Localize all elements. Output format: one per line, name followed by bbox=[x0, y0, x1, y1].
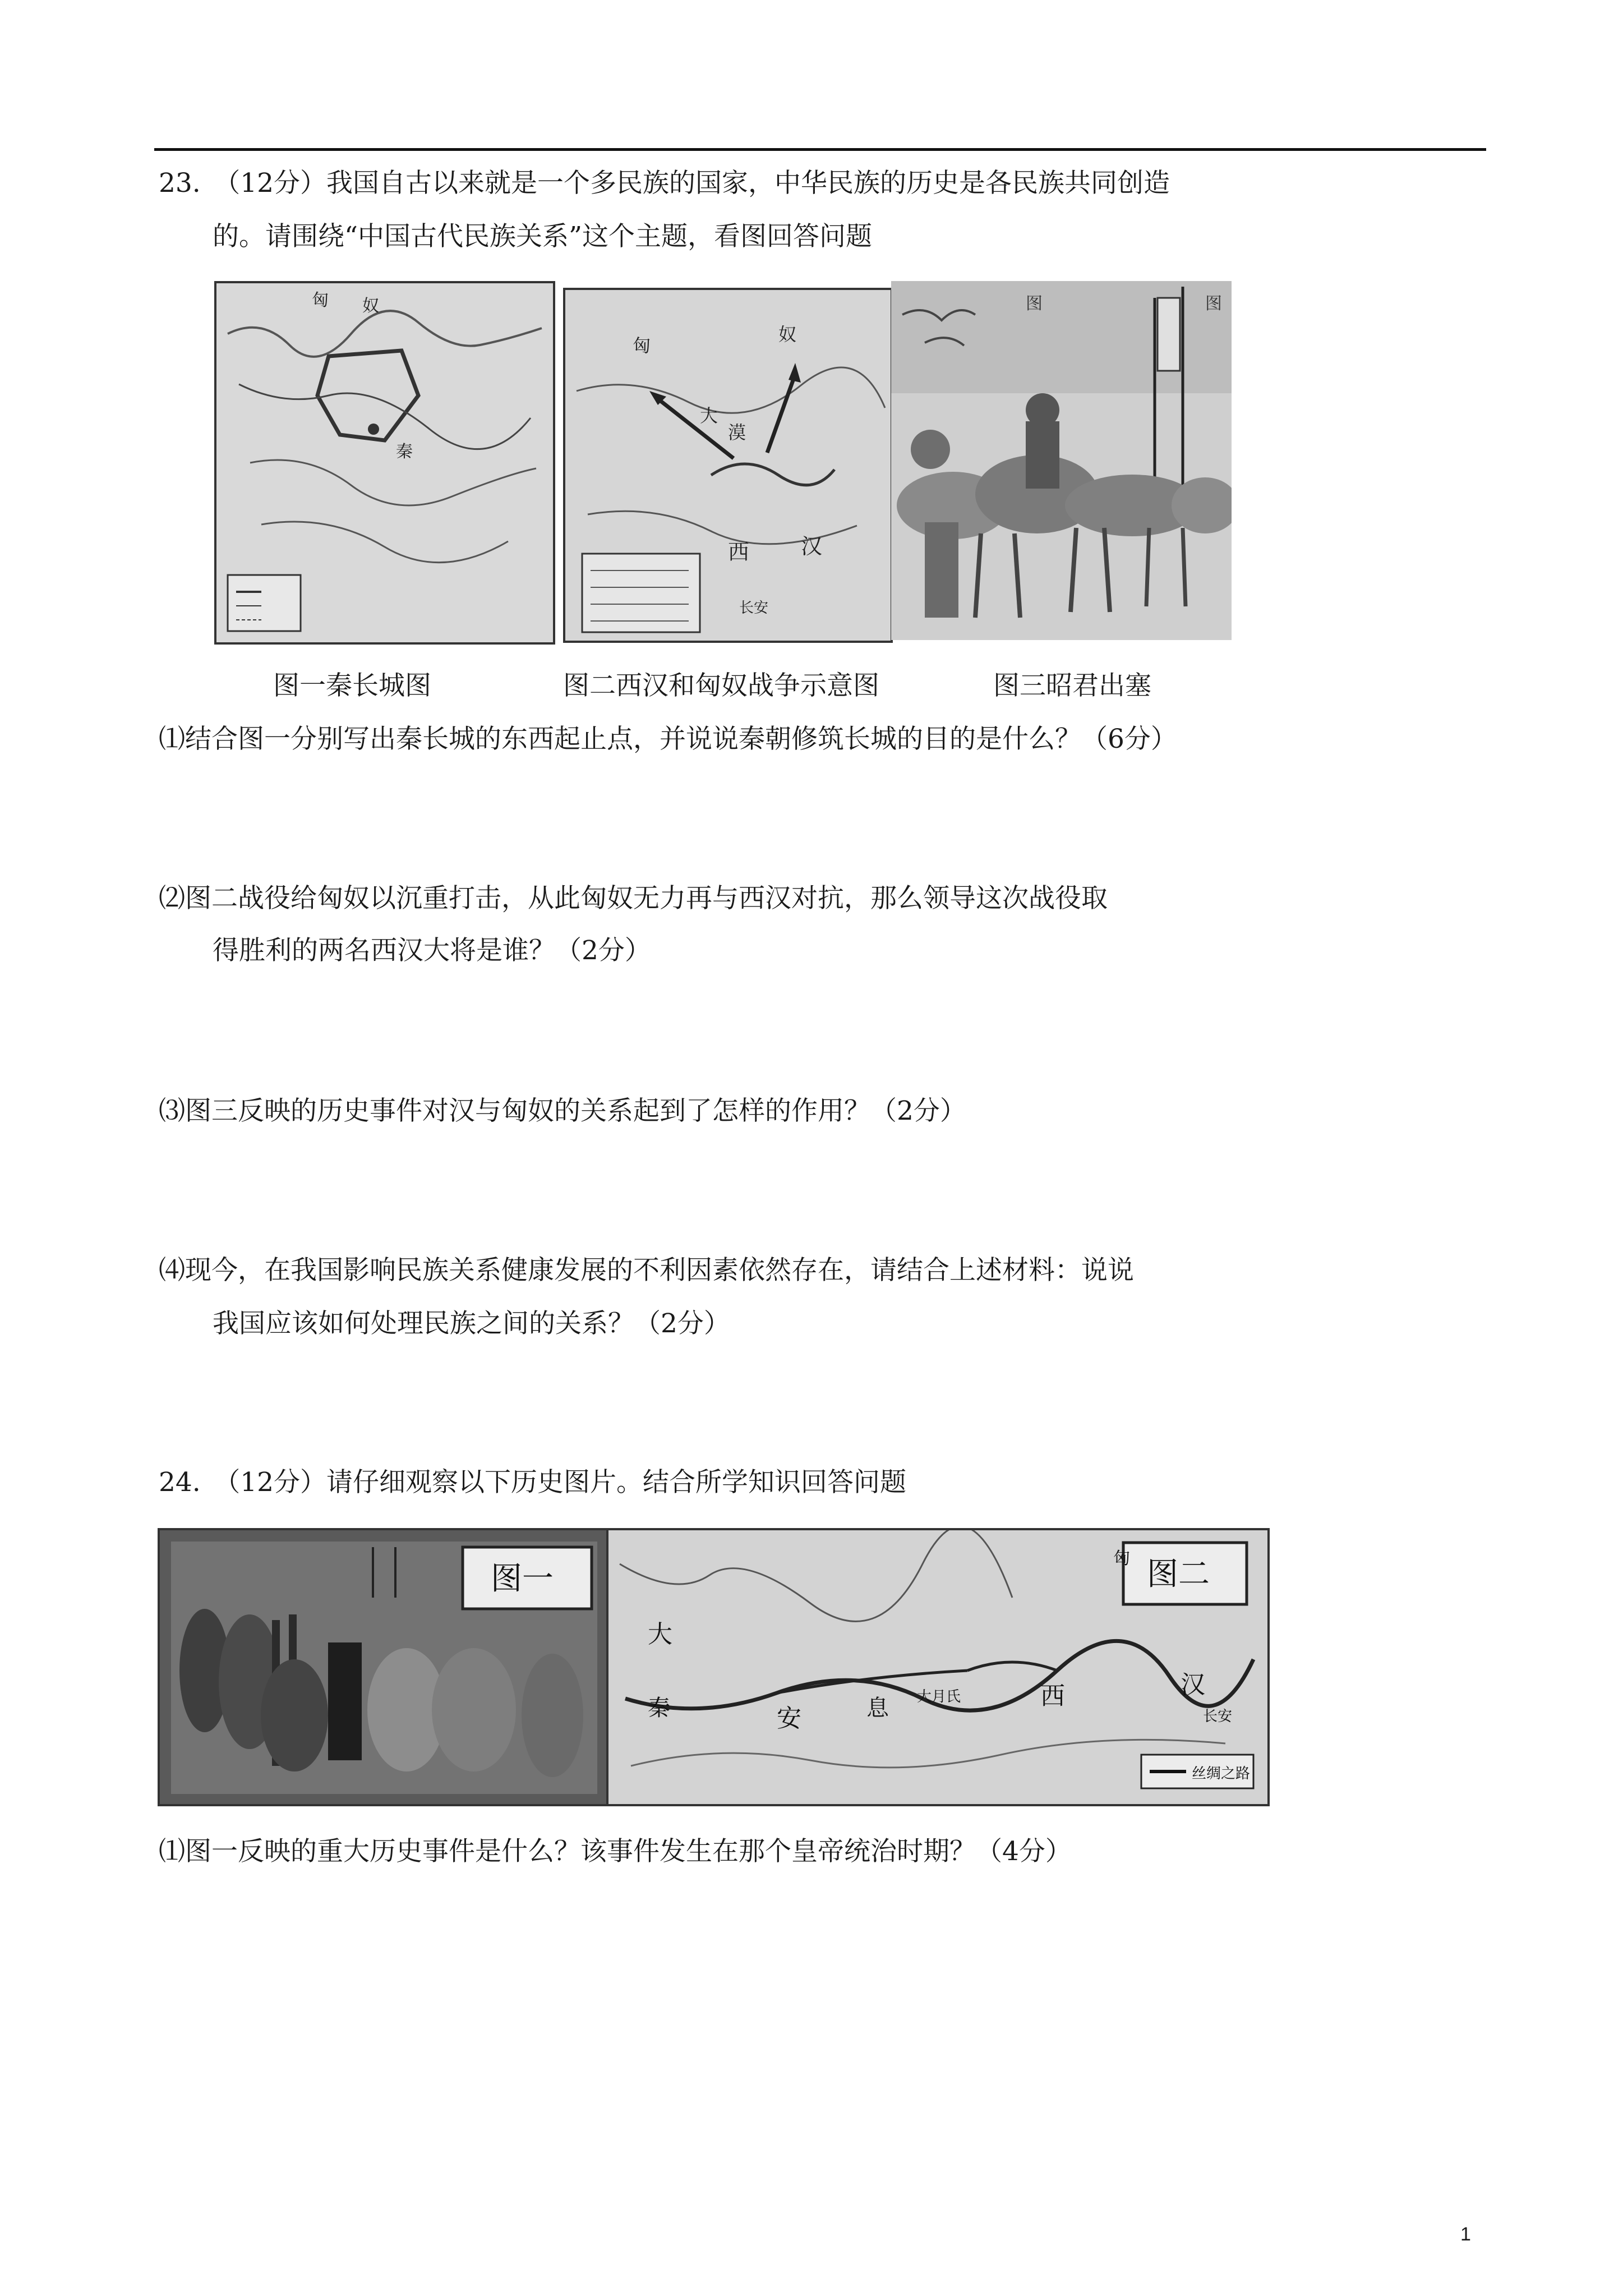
fig2-legend: 丝绸之路 bbox=[1192, 1765, 1251, 1782]
figure-q24-fig2-silk-road-map bbox=[606, 1528, 1270, 1806]
header-rule bbox=[154, 148, 1486, 151]
page-number: 1 bbox=[1460, 2224, 1471, 2245]
map2-label: 匈 bbox=[633, 335, 651, 356]
q23-sub2-line2: 得胜利的两名西汉大将是谁？（2分） bbox=[213, 935, 651, 966]
pic3-text: 图 bbox=[1205, 294, 1222, 314]
fig2-label: 长安 bbox=[1203, 1708, 1233, 1725]
map1-label: 秦 bbox=[396, 442, 413, 462]
q24-sub1: ⑴图一反映的重大历史事件是什么？该事件发生在那个皇帝统治时期？（4分） bbox=[159, 1836, 1072, 1867]
q23-sub4-line1: ⑷现今，在我国影响民族关系健康发展的不利因素依然存在，请结合上述材料：说说 bbox=[159, 1255, 1134, 1286]
map1-label: 匈 bbox=[312, 291, 329, 310]
q23-sub3: ⑶图三反映的历史事件对汉与匈奴的关系起到了怎样的作用？（2分） bbox=[159, 1096, 966, 1126]
map2-label: 长安 bbox=[739, 600, 769, 616]
q23-sub2-line1: ⑵图二战役给匈奴以沉重打击，从此匈奴无力再与西汉对抗，那么领导这次战役取 bbox=[159, 883, 1108, 914]
map2-label: 西 bbox=[728, 540, 750, 564]
map2-label: 漠 bbox=[728, 422, 746, 443]
pic3-text: 图 bbox=[1026, 294, 1043, 314]
fig1-tag: 图一 bbox=[491, 1561, 554, 1597]
fig2-label: 息 bbox=[866, 1695, 889, 1721]
q23-header-cont: 的。请围绕“中国古代民族关系”这个主题，看图回答问题 bbox=[213, 221, 873, 252]
q23-sub1: ⑴结合图一分别写出秦长城的东西起止点，并说说秦朝修筑长城的目的是什么？（6分） bbox=[159, 724, 1177, 754]
q24-header: 24. （12分）请仔细观察以下历史图片。结合所学知识回答问题 bbox=[159, 1467, 907, 1498]
figure-q24-fig1-mural bbox=[158, 1528, 611, 1806]
figure-zhaojun-chusai bbox=[891, 281, 1232, 640]
fig2-label: 安 bbox=[777, 1704, 801, 1733]
caption-fig3: 图三昭君出塞 bbox=[993, 670, 1151, 701]
q23-header: 23. （12分）我国自古以来就是一个多民族的国家，中华民族的历史是各民族共同创造 bbox=[159, 168, 1170, 199]
fig2-label: 大月氏 bbox=[917, 1688, 961, 1705]
fig2-label: 匈 bbox=[1113, 1549, 1130, 1568]
fig2-label: 汉 bbox=[1181, 1671, 1205, 1699]
fig2-label: 秦 bbox=[648, 1695, 670, 1721]
fig2-tag: 图二 bbox=[1147, 1556, 1210, 1593]
map2-label: 奴 bbox=[778, 324, 797, 345]
caption-fig1: 图一秦长城图 bbox=[273, 670, 431, 701]
q23-sub4-line2: 我国应该如何处理民族之间的关系？（2分） bbox=[213, 1308, 730, 1339]
fig2-label: 大 bbox=[648, 1620, 672, 1649]
map1-label: 奴 bbox=[362, 296, 379, 316]
map2-label: 大 bbox=[700, 405, 718, 426]
fig2-label: 西 bbox=[1040, 1682, 1065, 1710]
figure-han-xiongnu-war-map bbox=[563, 288, 893, 643]
figure-qin-great-wall-map bbox=[214, 281, 555, 645]
map2-label: 汉 bbox=[801, 534, 823, 559]
caption-fig2: 图二西汉和匈奴战争示意图 bbox=[563, 670, 879, 701]
